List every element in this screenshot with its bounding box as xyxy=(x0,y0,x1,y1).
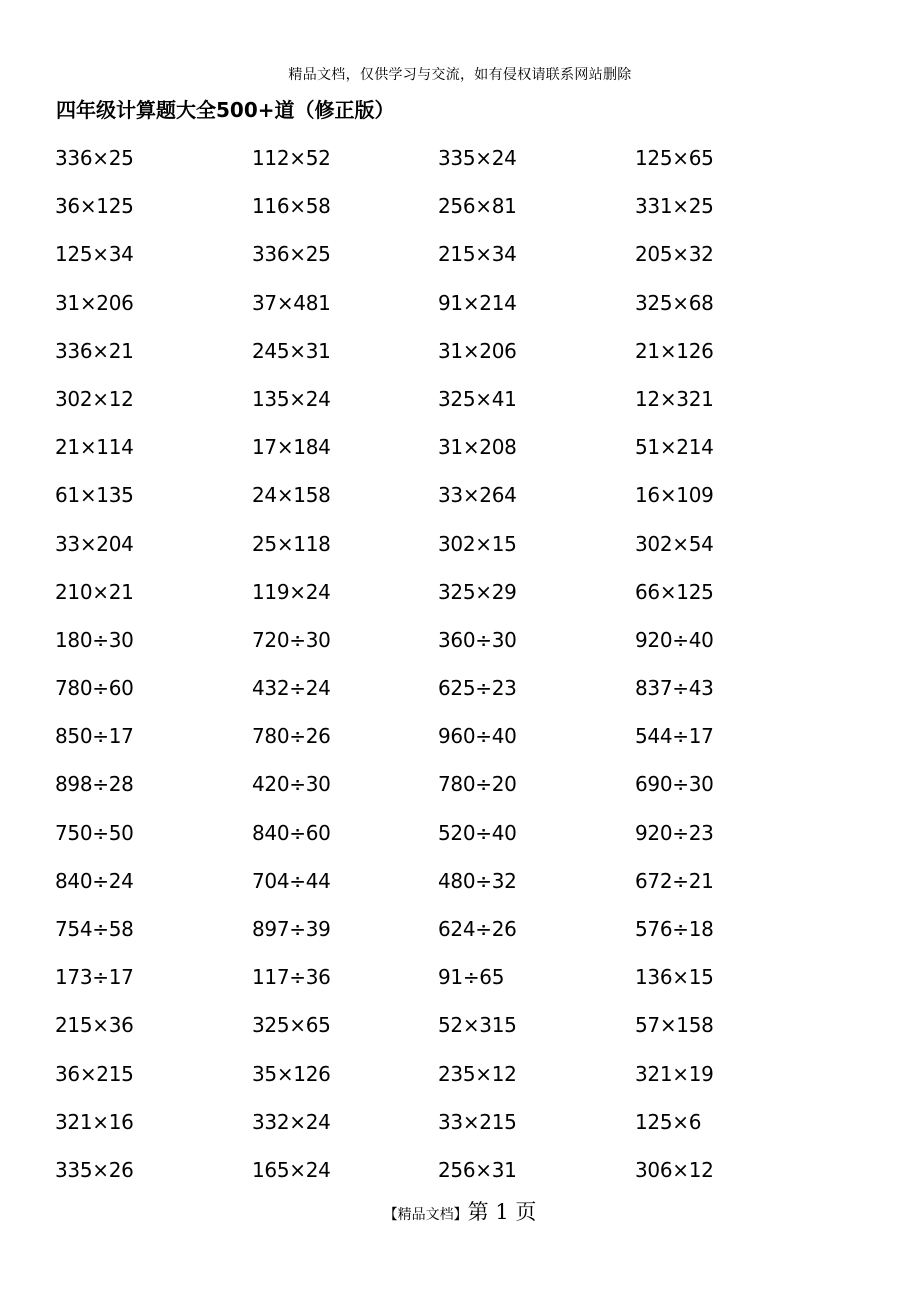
math-problem: 31×206 xyxy=(438,338,517,363)
math-problem: 57×158 xyxy=(635,1013,714,1038)
math-problem: 897÷39 xyxy=(252,917,331,941)
math-problem: 332×24 xyxy=(252,1109,331,1134)
math-problem: 321×16 xyxy=(55,1109,134,1134)
math-problem: 480÷32 xyxy=(438,868,517,893)
math-problem: 24×158 xyxy=(252,483,331,508)
math-problem: 336×25 xyxy=(252,242,331,267)
math-problem: 520÷40 xyxy=(438,820,517,845)
math-problem: 336×25 xyxy=(55,146,134,170)
math-problem: 66×125 xyxy=(635,579,714,604)
math-problem: 256×31 xyxy=(438,1157,517,1182)
math-problem: 335×24 xyxy=(438,146,517,170)
math-problem: 215×34 xyxy=(438,242,517,267)
math-problem: 25×118 xyxy=(252,531,331,556)
math-problem: 840÷60 xyxy=(252,820,331,845)
math-problem: 704÷44 xyxy=(252,868,331,893)
math-problem: 21×126 xyxy=(635,338,714,363)
math-problem: 36×125 xyxy=(55,194,134,219)
math-problem: 920÷40 xyxy=(635,627,714,652)
math-problem: 173÷17 xyxy=(55,965,134,990)
math-problem: 576÷18 xyxy=(635,917,714,941)
math-problem: 256×81 xyxy=(438,194,517,219)
math-problem: 624÷26 xyxy=(438,917,517,941)
math-problem: 17×184 xyxy=(252,435,331,460)
footer-page-number: 第 1 页 xyxy=(467,1200,537,1224)
math-problem: 672÷21 xyxy=(635,868,714,893)
math-problem: 165×24 xyxy=(252,1157,331,1182)
footer-tag: 【精品文档】 xyxy=(383,1207,468,1223)
math-problem: 420÷30 xyxy=(252,772,331,797)
math-problem: 302×54 xyxy=(635,531,714,556)
math-problem: 920÷23 xyxy=(635,820,714,845)
math-problem: 306×12 xyxy=(635,1157,714,1182)
math-problem: 136×15 xyxy=(635,965,714,990)
math-problem: 12×321 xyxy=(635,386,714,411)
math-problem: 780÷60 xyxy=(55,676,134,701)
math-problem: 36×215 xyxy=(55,1061,134,1086)
math-problem: 837÷43 xyxy=(635,676,714,701)
math-problem: 544÷17 xyxy=(635,724,714,749)
math-problem: 61×135 xyxy=(55,483,134,508)
math-problem: 125×6 xyxy=(635,1109,702,1134)
math-problem: 91×214 xyxy=(438,290,517,315)
math-problem: 91÷65 xyxy=(438,965,505,990)
math-problem: 33×204 xyxy=(55,531,134,556)
math-problem: 210×21 xyxy=(55,579,134,604)
math-problem: 180÷30 xyxy=(55,627,134,652)
math-problem: 690÷30 xyxy=(635,772,714,797)
math-problem: 205×32 xyxy=(635,242,714,267)
math-problem: 125×65 xyxy=(635,146,714,170)
math-problem: 840÷24 xyxy=(55,868,134,893)
problem-grid xyxy=(55,134,815,1194)
math-problem: 750÷50 xyxy=(55,820,134,845)
math-problem: 33×215 xyxy=(438,1109,517,1134)
math-problem: 235×12 xyxy=(438,1061,517,1086)
math-problem: 33×264 xyxy=(438,483,517,508)
math-problem: 125×34 xyxy=(55,242,134,267)
math-problem: 245×31 xyxy=(252,338,331,363)
math-problem: 37×481 xyxy=(252,290,331,315)
math-problem: 119×24 xyxy=(252,579,331,604)
page-title: 四年级计算题大全500+道（修正版） xyxy=(56,98,395,122)
math-problem: 31×208 xyxy=(438,435,517,460)
math-problem: 360÷30 xyxy=(438,627,517,652)
math-problem: 302×12 xyxy=(55,386,134,411)
math-problem: 116×58 xyxy=(252,194,331,219)
math-problem: 432÷24 xyxy=(252,676,331,701)
math-problem: 336×21 xyxy=(55,338,134,363)
math-problem: 135×24 xyxy=(252,386,331,411)
math-problem: 780÷26 xyxy=(252,724,331,749)
math-problem: 31×206 xyxy=(55,290,134,315)
math-problem: 51×214 xyxy=(635,435,714,460)
math-problem: 21×114 xyxy=(55,435,134,460)
page-footer xyxy=(0,1196,920,1226)
math-problem: 112×52 xyxy=(252,146,331,170)
math-problem: 325×41 xyxy=(438,386,517,411)
math-problem: 625÷23 xyxy=(438,676,517,701)
math-problem: 331×25 xyxy=(635,194,714,219)
math-problem: 754÷58 xyxy=(55,917,134,941)
math-problem: 898÷28 xyxy=(55,772,134,797)
math-problem: 325×29 xyxy=(438,579,517,604)
page-header-notice: 精品文档，仅供学习与交流，如有侵权请联系网站删除 xyxy=(288,67,632,83)
math-problem: 780÷20 xyxy=(438,772,517,797)
math-problem: 720÷30 xyxy=(252,627,331,652)
math-problem: 321×19 xyxy=(635,1061,714,1086)
math-problem: 335×26 xyxy=(55,1157,134,1182)
math-problem: 960÷40 xyxy=(438,724,517,749)
math-problem: 325×65 xyxy=(252,1013,331,1038)
math-problem: 52×315 xyxy=(438,1013,517,1038)
math-problem: 302×15 xyxy=(438,531,517,556)
math-problem: 325×68 xyxy=(635,290,714,315)
math-problem: 850÷17 xyxy=(55,724,134,749)
math-problem: 117÷36 xyxy=(252,965,331,990)
math-problem: 16×109 xyxy=(635,483,714,508)
math-problem: 215×36 xyxy=(55,1013,134,1038)
math-problem: 35×126 xyxy=(252,1061,331,1086)
